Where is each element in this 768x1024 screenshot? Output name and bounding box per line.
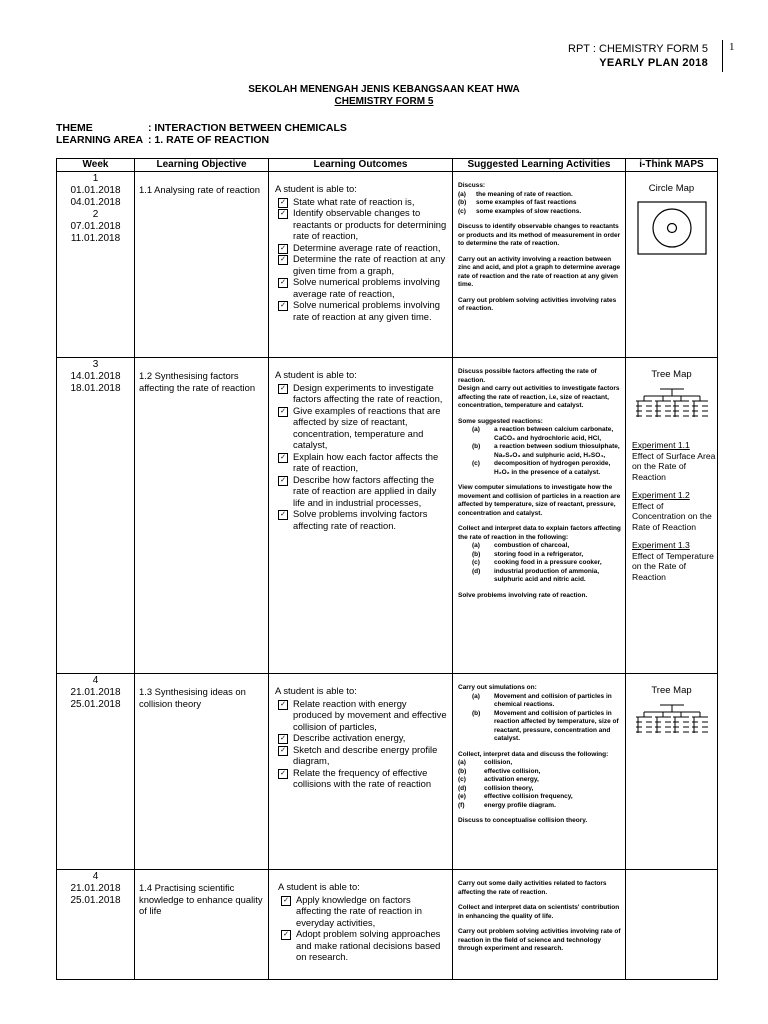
learning-area-line xyxy=(56,134,269,146)
checkbox-icon: ✓ xyxy=(281,930,291,940)
activity-subitem: (c) some examples of slow reactions. xyxy=(458,207,582,215)
experiment-item xyxy=(632,490,717,532)
outcome-item: ✓ Relate reaction with energy produced by movement and effective collision of particles, xyxy=(275,698,448,733)
activity-text: Collect, interpret data and discuss the following: xyxy=(458,750,609,758)
checkbox-icon: ✓ xyxy=(278,198,288,208)
activity-subitem: (c) activation energy, xyxy=(458,776,539,783)
objective-cell: 1.2 Synthesising factors affecting the rate of reaction xyxy=(135,358,269,674)
outcome-item: ✓ State what rate of reaction is, xyxy=(275,196,448,208)
activities-cell xyxy=(453,674,626,870)
header-week: Week xyxy=(57,159,135,172)
activities-cell xyxy=(453,870,626,980)
map-title: Tree Map xyxy=(651,685,692,696)
week-date: 21.01.2018 xyxy=(70,883,121,894)
maps-cell xyxy=(626,358,718,674)
outcome-intro: A student is able to: xyxy=(278,881,360,892)
checkbox-icon: ✓ xyxy=(278,476,288,486)
activities-cell xyxy=(453,358,626,674)
table-header-row xyxy=(57,159,718,172)
outcome-item: ✓ Explain how each factor affects the rate of reaction, xyxy=(275,451,448,474)
table-row xyxy=(57,172,718,358)
maps-cell xyxy=(626,172,718,358)
experiment-desc: Effect of Surface Area on the Rate of Reaction xyxy=(632,450,716,482)
experiment-desc: Effect of Temperature on the Rate of Reaction xyxy=(632,550,714,582)
activity-subitem: (d) industrial production of ammonia, sulphuric acid and nitric acid. xyxy=(472,567,600,583)
experiment-name: Experiment 1.1 xyxy=(632,440,690,450)
checkbox-icon: ✓ xyxy=(278,278,288,288)
table-row xyxy=(57,870,718,980)
outcome-item: ✓ Identify observable changes to reactants or products for determining rate of reaction, xyxy=(275,207,448,242)
table-row xyxy=(57,358,718,674)
tree-map-icon xyxy=(634,703,710,737)
outcome-item: ✓ Give examples of reactions that are affected by size of reactant, concentration, temperature and catalyst, xyxy=(275,405,448,451)
tree-map-icon xyxy=(634,387,710,421)
outcome-item: ✓ Determine average rate of reaction, xyxy=(275,242,448,254)
outcome-item: ✓ Design experiments to investigate factors affecting the rate of reaction, xyxy=(275,382,448,405)
experiment-item xyxy=(632,440,717,482)
activity-subitem: (a) combustion of charcoal, xyxy=(472,542,570,549)
outcome-item: ✓ Solve numerical problems involving average rate of reaction, xyxy=(275,276,448,299)
week-number: 3 xyxy=(92,359,99,370)
activity-text: Discuss: xyxy=(458,182,486,189)
week-number: 1 xyxy=(92,173,99,184)
outcome-item: ✓ Describe how factors affecting the rate of reaction are applied in daily life and in industrial processes, xyxy=(275,474,448,509)
map-title: Tree Map xyxy=(651,369,692,380)
activity-text: Carry out problem solving activities involving rate of reaction in the field of science and technology through experiment and research. xyxy=(458,928,621,952)
activity-subitem: (b) a reaction between sodium thiosulphate, Na₂S₂O₃ and sulphuric acid, H₂SO₄, xyxy=(472,443,620,459)
activity-text: Solve problems involving rate of reaction. xyxy=(458,591,588,599)
checkbox-icon: ✓ xyxy=(278,384,288,394)
activity-subitem: (d) collision theory, xyxy=(458,784,534,792)
activity-text: Discuss to identify observable changes to reactants or products and its method of measurement in order to determine the rate of reaction. xyxy=(458,223,621,247)
checkbox-icon: ✓ xyxy=(278,209,288,219)
header-maps: i-Think MAPS xyxy=(626,159,718,172)
activity-text: Some suggested reactions: xyxy=(458,417,543,425)
activity-subitem: (b) Movement and collision of particles in reaction affected by temperature, size of reactant, pressure, concentration and catalyst. xyxy=(472,709,619,742)
checkbox-icon: ✓ xyxy=(278,255,288,265)
week-date: 07.01.2018 xyxy=(70,221,121,232)
learning-area-value: : 1. RATE OF REACTION xyxy=(148,134,270,146)
activity-subitem: (b) some examples of fast reactions xyxy=(458,199,577,206)
activity-text: Collect and interpret data on scientists' contribution in enhancing the quality of life. xyxy=(458,904,620,920)
checkbox-icon: ✓ xyxy=(278,407,288,417)
checkbox-icon: ✓ xyxy=(278,510,288,520)
week-date: 25.01.2018 xyxy=(70,699,121,710)
objective-cell: 1.3 Synthesising ideas on collision theory xyxy=(135,674,269,870)
header-objective: Learning Objective xyxy=(135,159,269,172)
header-right xyxy=(568,42,708,70)
week-date: 18.01.2018 xyxy=(70,383,121,394)
checkbox-icon: ✓ xyxy=(278,769,288,779)
outcome-intro: A student is able to: xyxy=(275,685,357,696)
theme-label: THEME xyxy=(56,122,93,134)
week-date: 21.01.2018 xyxy=(70,687,121,698)
objective-cell: 1.1 Analysing rate of reaction xyxy=(135,172,269,358)
week-date: 04.01.2018 xyxy=(70,197,121,208)
activity-text: Carry out an activity involving a reaction between zinc and acid, and plot a graph to determine average rate of reaction and the rate of reaction at any given time. xyxy=(458,255,621,288)
yearly-plan-label: YEARLY PLAN 2018 xyxy=(599,57,708,69)
activity-subitem: (a) the meaning of rate of reaction. xyxy=(458,190,573,198)
activity-text: Collect and interpret data to explain factors affecting the rate of reaction in the following: xyxy=(458,525,621,541)
activity-text: Carry out some daily activities related to factors affecting the rate of reaction. xyxy=(458,880,607,896)
outcomes-cell xyxy=(269,870,453,980)
checkbox-icon: ✓ xyxy=(278,301,288,311)
experiment-desc: Effect of Concentration on the Rate of Reaction xyxy=(632,500,712,532)
outcome-item: ✓ Describe activation energy, xyxy=(275,732,448,744)
page-number: 1 xyxy=(722,40,759,72)
outcome-item: ✓ Apply knowledge on factors affecting the rate of reaction in everyday activities, xyxy=(278,894,448,929)
activity-text: Discuss to conceptualise collision theory. xyxy=(458,817,588,824)
outcome-item: ✓ Determine the rate of reaction at any given time from a graph, xyxy=(275,253,448,276)
checkbox-icon: ✓ xyxy=(278,453,288,463)
activity-text: Carry out problem solving activities involving rates of reaction. xyxy=(458,296,617,312)
outcome-item: ✓ Sketch and describe energy profile diagram, xyxy=(275,744,448,767)
checkbox-icon: ✓ xyxy=(278,244,288,254)
theme-line xyxy=(56,122,347,134)
header-outcomes: Learning Outcomes xyxy=(269,159,453,172)
header-activities: Suggested Learning Activities xyxy=(453,159,626,172)
week-cell xyxy=(57,870,135,980)
rpt-label: RPT : CHEMISTRY FORM 5 xyxy=(568,43,708,55)
outcome-intro: A student is able to: xyxy=(275,183,357,194)
week-number: 4 xyxy=(92,675,99,686)
week-date: 14.01.2018 xyxy=(70,371,121,382)
circle-map-icon xyxy=(637,201,707,255)
experiment-name: Experiment 1.3 xyxy=(632,540,690,550)
outcome-item: ✓ Relate the frequency of effective collisions with the rate of reaction xyxy=(275,767,448,790)
activity-text: Carry out simulations on: xyxy=(458,684,537,691)
checkbox-icon: ✓ xyxy=(278,734,288,744)
experiment-name: Experiment 1.2 xyxy=(632,490,690,500)
maps-cell xyxy=(626,870,718,980)
week-cell xyxy=(57,358,135,674)
activity-text: Design and carry out activities to investigate factors affecting the rate of reaction, i.e, size of reactant, concentration, temperature and catalyst. xyxy=(458,385,620,409)
maps-cell xyxy=(626,674,718,870)
activity-subitem: (e) effective collision frequency, xyxy=(458,793,573,800)
outcome-item: ✓ Solve numerical problems involving rate of reaction at any given time. xyxy=(275,299,448,322)
week-number: 2 xyxy=(92,209,99,220)
outcomes-cell xyxy=(269,674,453,870)
outcomes-cell xyxy=(269,358,453,674)
week-number: 4 xyxy=(92,871,99,882)
activity-subitem: (f) energy profile diagram. xyxy=(458,801,556,809)
activity-subitem: (b) effective collision, xyxy=(458,767,541,775)
checkbox-icon: ✓ xyxy=(278,746,288,756)
outcome-item: ✓ Solve problems involving factors affecting rate of reaction. xyxy=(275,508,448,531)
checkbox-icon: ✓ xyxy=(278,700,288,710)
activity-subitem: (c) cooking food in a pressure cooker, xyxy=(472,559,602,566)
activity-subitem: (a) Movement and collision of particles in chemical reactions. xyxy=(472,692,612,708)
week-cell xyxy=(57,172,135,358)
subject-title: CHEMISTRY FORM 5 xyxy=(334,96,434,107)
checkbox-icon: ✓ xyxy=(281,896,291,906)
learning-area-label: LEARNING AREA xyxy=(56,134,144,146)
table-row xyxy=(57,674,718,870)
activity-text: View computer simulations to investigate how the movement and collision of particles in a reaction are affected by temperature, size of reactant, pressure, concentration and catalyst. xyxy=(458,484,621,517)
theme-value: : INTERACTION BETWEEN CHEMICALS xyxy=(148,122,347,134)
week-cell xyxy=(57,674,135,870)
activity-text: Discuss possible factors affecting the rate of reaction. xyxy=(458,368,597,384)
week-date: 25.01.2018 xyxy=(70,895,121,906)
week-date: 01.01.2018 xyxy=(70,185,121,196)
outcomes-cell xyxy=(269,172,453,358)
activity-subitem: (c) decomposition of hydrogen peroxide, H₂O₂ in the presence of a catalyst. xyxy=(472,460,611,476)
activities-cell xyxy=(453,172,626,358)
activity-subitem: (a) a reaction between calcium carbonate, CaCO₃ and hydrochloric acid, HCl, xyxy=(472,426,614,442)
week-date: 11.01.2018 xyxy=(70,233,121,244)
activity-subitem: (b) storing food in a refrigerator, xyxy=(472,550,584,558)
map-title: Circle Map xyxy=(648,183,695,194)
outcome-item: ✓ Adopt problem solving approaches and make rational decisions based on research. xyxy=(278,928,448,963)
activity-subitem: (a) collision, xyxy=(458,759,513,766)
yearly-plan-table xyxy=(56,158,718,980)
experiment-item xyxy=(632,540,717,582)
objective-cell: 1.4 Practising scientific knowledge to enhance quality of life xyxy=(135,870,269,980)
school-name: SEKOLAH MENENGAH JENIS KEBANGSAAN KEAT HWA xyxy=(248,84,520,95)
outcome-intro: A student is able to: xyxy=(275,369,357,380)
